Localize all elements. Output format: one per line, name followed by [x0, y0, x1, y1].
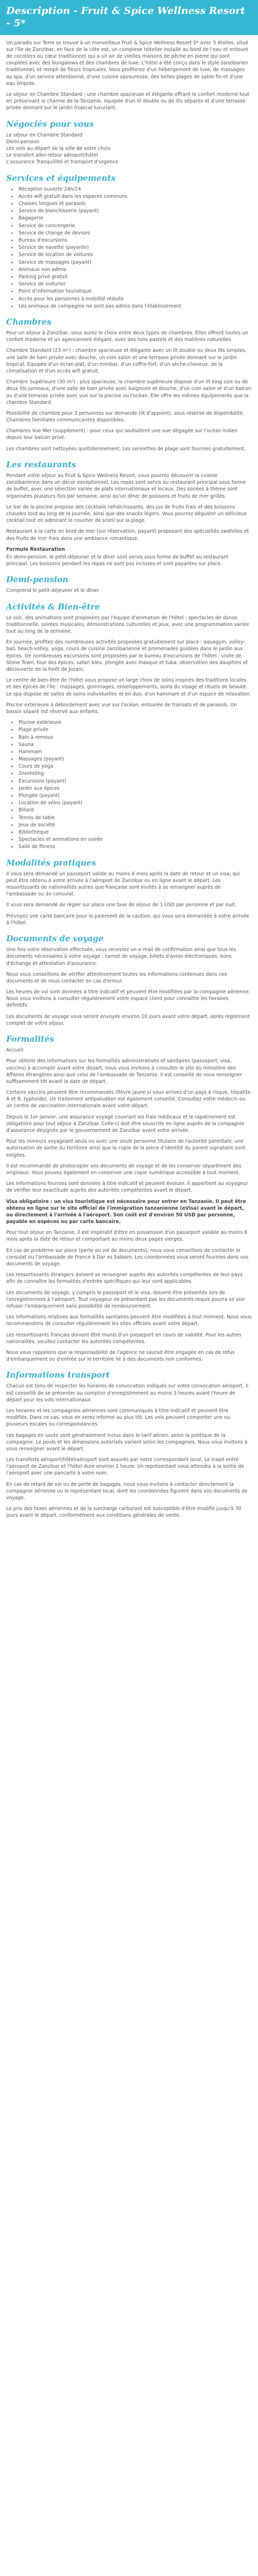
- main-content: [0, 40, 258, 1519]
- modalites-paragraph: Prévoyez une carte bancaire pour le paiement de la caution, qui vous sera demandée à votre arrivée à l'hôtel.: [6, 913, 249, 926]
- restaurants-paragraph: Le bar de la piscine propose des cocktails rafraîchissants, des jus de fruits frais et des boissons chaudes tout au long de la journée, ainsi que des snacks légers. Vous pourrez déguster un délicieux cocktail tout en admirant le coucher de soleil sur la plage.: [6, 504, 247, 524]
- formalites-paragraph: Il est recommandé de photocopier vos documents de voyage et de les conserver séparément des originaux. Vous pouvez également en conserver une copie numérique accessible à tout moment.: [6, 1163, 241, 1176]
- formalites-paragraph: Depuis le 1er janvier, une assurance voyage couvrant les frais médicaux et le rapatriement est obligatoire pour tout séjour à Zanzibar. Celle-ci doit être souscrite en ligne auprès de la compagnie d'assurance désignée par le gouvernement de Zanzibar avant votre arrivée.: [6, 1114, 245, 1134]
- formalites-paragraph: Pour les mineurs voyageant seuls ou avec une seule personne titulaire de l'autorité parentale, une autorisation de sortie du territoire ainsi que la copie de la pièce d'identité du parent signataire sont exigées.: [6, 1139, 246, 1158]
- sport-item: • Bibliothèque: [18, 829, 252, 836]
- services-item: • Service de change de devises: [18, 230, 252, 236]
- negocie-line: Le séjour en Chambre Standard: [6, 132, 83, 138]
- services-item: • Service de navette (payante): [18, 244, 252, 251]
- sport-list: [6, 719, 252, 850]
- page-header: [0, 0, 258, 35]
- formule-text: En demi-pension, le petit-déjeuner et le dîner sont servis sous forme de buffet au restaurant principal. Les boissons pendant les repas ne sont pas incluses et sont payantes sur place.: [6, 554, 229, 567]
- services-item: • Service de location de voitures: [18, 251, 252, 258]
- transport-paragraph: Les horaires et les compagnies aériennes sont communiqués à titre indicatif et peuvent être modifiés. Dans ce cas, vous en serez informé au plus tôt. Les vols peuvent comporter une ou plusieurs escales ou correspondances.: [6, 1408, 230, 1428]
- formalites-after: En cas de problème sur place (perte ou vol de documents), nous vous conseillons de contacter le consulat ou l'ambassade de France à Dar es Salaam. Les coordonnées vous seront fournies dans vos documents de voyage.: [6, 1247, 249, 1267]
- section-title-negocie: Négociés pour vous: [6, 118, 94, 129]
- services-item: • Service de voiturier: [18, 281, 252, 287]
- page-title: Description - Fruit & Spice Wellness Resort - 5*: [6, 5, 246, 29]
- documents-paragraph: Nous vous conseillons de vérifier attentivement toutes les informations contenues dans ces documents et de nous contacter en cas d'erreur.: [6, 971, 227, 984]
- formalites-paragraph: Certains vaccins peuvent être recommandés (fièvre jaune si vous arrivez d'un pays à risque, hépatite A et B, typhoïde). Un traitement antipaludéen est également conseillé. Consultez votre médecin ou un centre de vaccination internationale avant votre départ.: [6, 1090, 251, 1109]
- section-title-formalites: Formalités: [6, 1034, 54, 1044]
- formalites-paragraph: Pour obtenir des informations sur les formalités administratives et sanitaires (passeport, visa, vaccins) à accomplir avant votre départ, nous vous invitons à consulter le site du ministère des Affaires étrangères ainsi que celui de l'ambassade de Tanzanie. Il est conseillé de vous renseigner suffisamment tôt avant la date de départ.: [6, 1058, 242, 1084]
- activites-paragraph: Le soir, des animations sont proposées par l'équipe d'animation de l'hôtel : spectacles de danse traditionnelle, soirées musicales, démonstrations culturelles et jeux, avec une programmation variée tout au long de la semaine.: [6, 615, 249, 635]
- services-item: • Accès pour les personnes à mobilité réduite: [18, 296, 252, 302]
- services-list: [6, 186, 252, 310]
- formalites-after: Les ressortissants français doivent être munis d'un passeport en cours de validité. Pour les autres nationalités, veuillez contacter les autorités compétentes.: [6, 1332, 241, 1345]
- chambres-note: Les chambres sont nettoyées quotidiennement. Les serviettes de plage sont fournies gratuitement.: [6, 446, 246, 452]
- description-paragraph: Un paradis sur Terre se trouve à un merveilleux Fruit & Spice Wellness Resort 5* avec 5 étoiles, situé sur l'île de Zanzibar, en face de la côte est, un complexe hôtelier installé au bord de l'eau et entouré de cocotiers au cœur traditionnel qui a un air de vieilles maisons de pêche en pierre qui sont couplées avec des bungalows et des chambres de luxe. L'hôtel a été conçu dans le style zanzibarien traditionnel, et rempli de fleurs tropicales. Vous profiterez d'un hébergement de luxe, de massages au spa, d'un service attentionné, d'une cuisine savoureuse, des belles plages de sable fin et d'une eau limpide.: [6, 40, 249, 87]
- sport-item: • Cours de yoga: [18, 763, 252, 770]
- documents-paragraph: Les heures de vol sont données à titre indicatif et peuvent être modifiées par la compagnie aérienne. Nous vous invitons à consulter régulièrement votre espace client pour connaître les horaires définitifs.: [6, 989, 250, 1009]
- sport-item: • Piscine extérieure: [18, 719, 252, 726]
- negocie-line: Demi-pension: [6, 139, 40, 145]
- section-title-modalites: Modalités pratiques: [6, 857, 96, 868]
- transport-paragraph: Chacun est tenu de respecter les horaires de convocation indiqués sur votre convocation aéroport. Il est conseillé de se présenter au comptoir d'enregistrement au moins 3 heures avant l'heure de départ pour les vols internationaux.: [6, 1383, 249, 1403]
- description-paragraph: Le séjour en Chambre Standard : une chambre spacieuse et élégante offrant le confort moderne tout en préservant le charme de la Tanzanie, équipée d'un lit double ou de lits séparés et d'une terrasse privée donnant sur le jardin tropical luxuriant.: [6, 91, 250, 111]
- negocie-line: Les vols au départ de la ville de votre choix: [6, 146, 111, 152]
- formalites-after: Nous vous rappelons que la responsabilité de l'agence ne saurait être engagée en cas de refus d'embarquement ou d'entrée sur le territoire lié à des documents non conformes.: [6, 1349, 235, 1363]
- chambres-intro: Pour un séjour à Zanzibar, vous aurez le choix entre deux types de chambres. Elles offrent toutes un confort moderne et un agencement élégant, avec des tons pastels et des matières naturelles.: [6, 330, 248, 343]
- services-item: • Les animaux de compagnie ne sont pas admis dans l'établissement: [18, 303, 252, 310]
- activites-paragraph: Piscine extérieure à débordement avec vue sur l'océan, entourée de transats et de parasols. Un bassin séparé est réservé aux enfants.: [6, 702, 237, 715]
- documents-paragraph: Une fois votre réservation effectuée, vous recevrez un e-mail de confirmation ainsi que tous les documents nécessaires à votre voyage : carnet de voyage, billets d'avion électroniques, bons d'échange et attestation d'assurance.: [6, 947, 236, 967]
- section-title-activites: Activités & Bien-être: [6, 601, 100, 612]
- modalites-paragraph: Il vous sera demandé un passeport valide au moins 6 mois après la date de retour et un visa, qui peut être obtenu à votre arrivée à l'aéroport de Zanzibar ou en ligne avant le départ. Les ressortissants de nationalités autres que française sont invités à se renseigner auprès de l'ambassade ou du consulat.: [6, 871, 240, 897]
- services-item: • Service de massages (payant): [18, 259, 252, 266]
- services-item: • Service de blanchisserie (payant): [18, 208, 252, 214]
- services-item: • Service de conciergerie: [18, 223, 252, 229]
- sport-item: • Tennis de table: [18, 815, 252, 821]
- modalites-paragraph: Il vous sera demandé de régler sur place une taxe de séjour de 1 USD par personne et par nuit.: [6, 902, 236, 908]
- chambres-vue: Chambres Vue Mer (supplément) : pour ceux qui souhaitent une vue dégagée sur l'océan Indien depuis leur balcon privé.: [6, 428, 238, 441]
- sport-item: • Plage privée: [18, 726, 252, 733]
- section-title-documents: Documents de voyage: [6, 933, 104, 943]
- sport-item: • Bain à remous: [18, 734, 252, 741]
- sport-item: • Jeux de société: [18, 822, 252, 828]
- transport-paragraph: Les bagages en soute sont généralement inclus dans le tarif aérien, selon la politique de la compagnie. Le poids et les dimensions autorisés varient selon les compagnies. Nous vous invitons à vous renseigner avant le départ.: [6, 1432, 248, 1452]
- formalites-after: Les informations relatives aux formalités sanitaires peuvent être modifiées à tout moment. Nous vous recommandons de consulter régulièrement les sites officiels avant votre départ.: [6, 1314, 252, 1327]
- services-item: • Accès wifi gratuit dans les espaces communs: [18, 193, 252, 200]
- services-item: • Réception ouverte 24h/24: [18, 186, 252, 193]
- documents-paragraph: Les documents de voyage vous seront envoyés environ 10 jours avant votre départ, après règlement complet de votre séjour.: [6, 1013, 250, 1026]
- transport-paragraph: Le prix des taxes aériennes et de la surcharge carburant est susceptible d'être modifié jusqu'à 30 jours avant le départ, conformément aux conditions générales de vente.: [6, 1506, 241, 1519]
- sport-item: • Snorkeling: [18, 770, 252, 777]
- demipension-text: Comprend le petit-déjeuner et le dîner.: [6, 588, 100, 594]
- restaurants-paragraph: Restaurant à la carte en bord de mer (sur réservation, payant) proposant des spécialités swahilies et des fruits de mer frais dans une ambiance romantique.: [6, 529, 249, 541]
- sport-item: • Spectacles et animations en soirée: [18, 836, 252, 843]
- negocie-line: Le transfert aller-retour aéroport/hôtel: [6, 152, 98, 159]
- chambres-extra: Possibilité de chambre pour 3 personnes sur demande (lit d'appoint), sous réserve de disponibilité. Chambres familiales communicantes disponibles.: [6, 410, 245, 423]
- transport-paragraph: En cas de retard de vol ou de perte de bagages, nous vous invitons à contacter directement la compagnie aérienne ou le représentant local, dont les coordonnées figurent dans vos documents de voyage.: [6, 1481, 248, 1501]
- formalites-highlight-text: Visa obligatoire : un visa touristique est nécessaire pour entrer en Tanzanie. Il peut être obtenu en ligne sur le site officiel de l'immigration tanzanienne (eVisa) avant le départ, ou directement à l'arrivée à l'aéroport. Son coût est d'environ 50 USD par personne, payable en espèces ou par carte bancaire.: [6, 1198, 246, 1225]
- chambres-standard: Chambre Standard (23 m²) : chambre spacieuse et élégante avec un lit double ou deux lits simples, une salle de bain privée avec douche, un coin salon et une terrasse privée donnant sur le jardin tropical. Equipée d'un écran plat, d'un minibar, d'un coffre-fort, d'un sèche-cheveux, de la climatisation et d'un accès wifi gratuit.: [6, 348, 247, 374]
- formalites-highlight: [6, 1198, 252, 1226]
- sport-item: • Jardin aux épices: [18, 785, 252, 792]
- sport-item: • Billard: [18, 807, 252, 814]
- formalites-intro: Accueil: [6, 1047, 24, 1054]
- services-item: • Point d'information touristique: [18, 288, 252, 295]
- services-item: • Parking privé gratuit: [18, 274, 252, 280]
- services-item: • Bagagerie: [18, 215, 252, 222]
- formalites-after: Les documents de voyage, y compris le passeport et le visa, doivent être présentés lors de l'enregistrement à l'aéroport. Tout voyageur ne présentant pas les documents requis pourra se voir refuser l'embarquement sans possibilité de remboursement.: [6, 1290, 245, 1309]
- sport-item: • Sauna: [18, 741, 252, 748]
- sport-item: • Salle de fitness: [18, 843, 252, 850]
- section-title-chambres: Chambres: [6, 316, 52, 327]
- negocie-list: [6, 132, 252, 166]
- section-title-transport: Informations transport: [6, 1370, 110, 1380]
- sport-item: • Excursions (payant): [18, 778, 252, 785]
- negocie-line: L'assurance Tranquillité et transport d'urgence: [6, 159, 118, 165]
- restaurants-paragraph: Pendant votre séjour au Fruit & Spice Wellness Resort, vous pourrez découvrir la cuisine zanzibarienne dans un décor exceptionnel. Les repas sont servis au restaurant principal sous forme de buffet, avec une sélection variée de plats internationaux et locaux. Des soirées à thème sont organisées plusieurs fois par semaine, ainsi qu'un dîner de poissons et fruits de mer grillés.: [6, 473, 246, 499]
- chambres-superieure: Chambre Supérieure (30 m²) : plus spacieuse, la chambre supérieure dispose d'un lit king size ou de deux lits jumeaux, d'une salle de bain privée avec baignoire et douche, d'un coin salon et d'un balcon ou d'une terrasse privée avec vue sur la piscine ou l'océan. Elle offre les mêmes équipements que la chambre Standard.: [6, 379, 252, 405]
- services-item: • Animaux non admis: [18, 266, 252, 273]
- section-title-services: Services et équipements: [6, 173, 116, 183]
- activites-paragraph: Le centre de bien-être de l'hôtel vous propose un large choix de soins inspirés des traditions locales et des épices de l'île : massages, gommages, enveloppements, soins du visage et rituels de beauté. Le spa dispose de salles de soins individuelles et en duo, d'un hammam et d'un espace de relaxation.: [6, 677, 251, 697]
- section-title-demipension: Demi-pension: [6, 574, 69, 585]
- activites-paragraph: En journée, profitez des nombreuses activités proposées gratuitement sur place : aquagym, volley-ball, beach-volley, yoga, cours de cuisine zanzibarienne et promenades guidées dans le jardin aux épices. De nombreuses excursions sont proposées par le bureau d'excursions de l'hôtel : visite de Stone Town, tour des épices, safari bleu, plongée avec masque et tuba, observation des dauphins et découverte de la forêt de Jozani.: [6, 639, 248, 673]
- formalites-after: Pour tout séjour en Tanzanie, il est impératif d'être en possession d'un passeport valable au moins 6 mois après la date de retour et comportant au moins deux pages vierges.: [6, 1230, 248, 1243]
- sport-item: • Plongée (payant): [18, 792, 252, 799]
- sport-item: • Hammam: [18, 749, 252, 755]
- sport-item: • Location de vélos (payant): [18, 800, 252, 806]
- services-item: • Bureau d'excursions: [18, 237, 252, 244]
- formule-title: Formule Restauration: [6, 546, 65, 552]
- section-title-restaurants: Les restaurants: [6, 459, 76, 469]
- sport-item: • Massages (payant): [18, 756, 252, 762]
- transport-paragraph: Les transferts aéroport/hôtel/aéroport sont assurés par notre correspondant local. Le trajet entre l'aéroport de Zanzibar et l'hôtel dure environ 1 heure. Un représentant vous attendra à la sortie de l'aéroport avec une pancarte à votre nom.: [6, 1457, 244, 1477]
- formalites-after: Les ressortissants étrangers doivent se renseigner auprès des autorités compétentes de leur pays afin de connaître les formalités d'entrée spécifiques qui leur sont applicables.: [6, 1272, 243, 1285]
- services-item: • Chaises longues et parasols: [18, 200, 252, 207]
- formalites-paragraph: Les informations fournies sont données à titre indicatif et peuvent évoluer. Il appartient au voyageur de vérifier leur exactitude auprès des autorités compétentes avant le départ.: [6, 1181, 248, 1194]
